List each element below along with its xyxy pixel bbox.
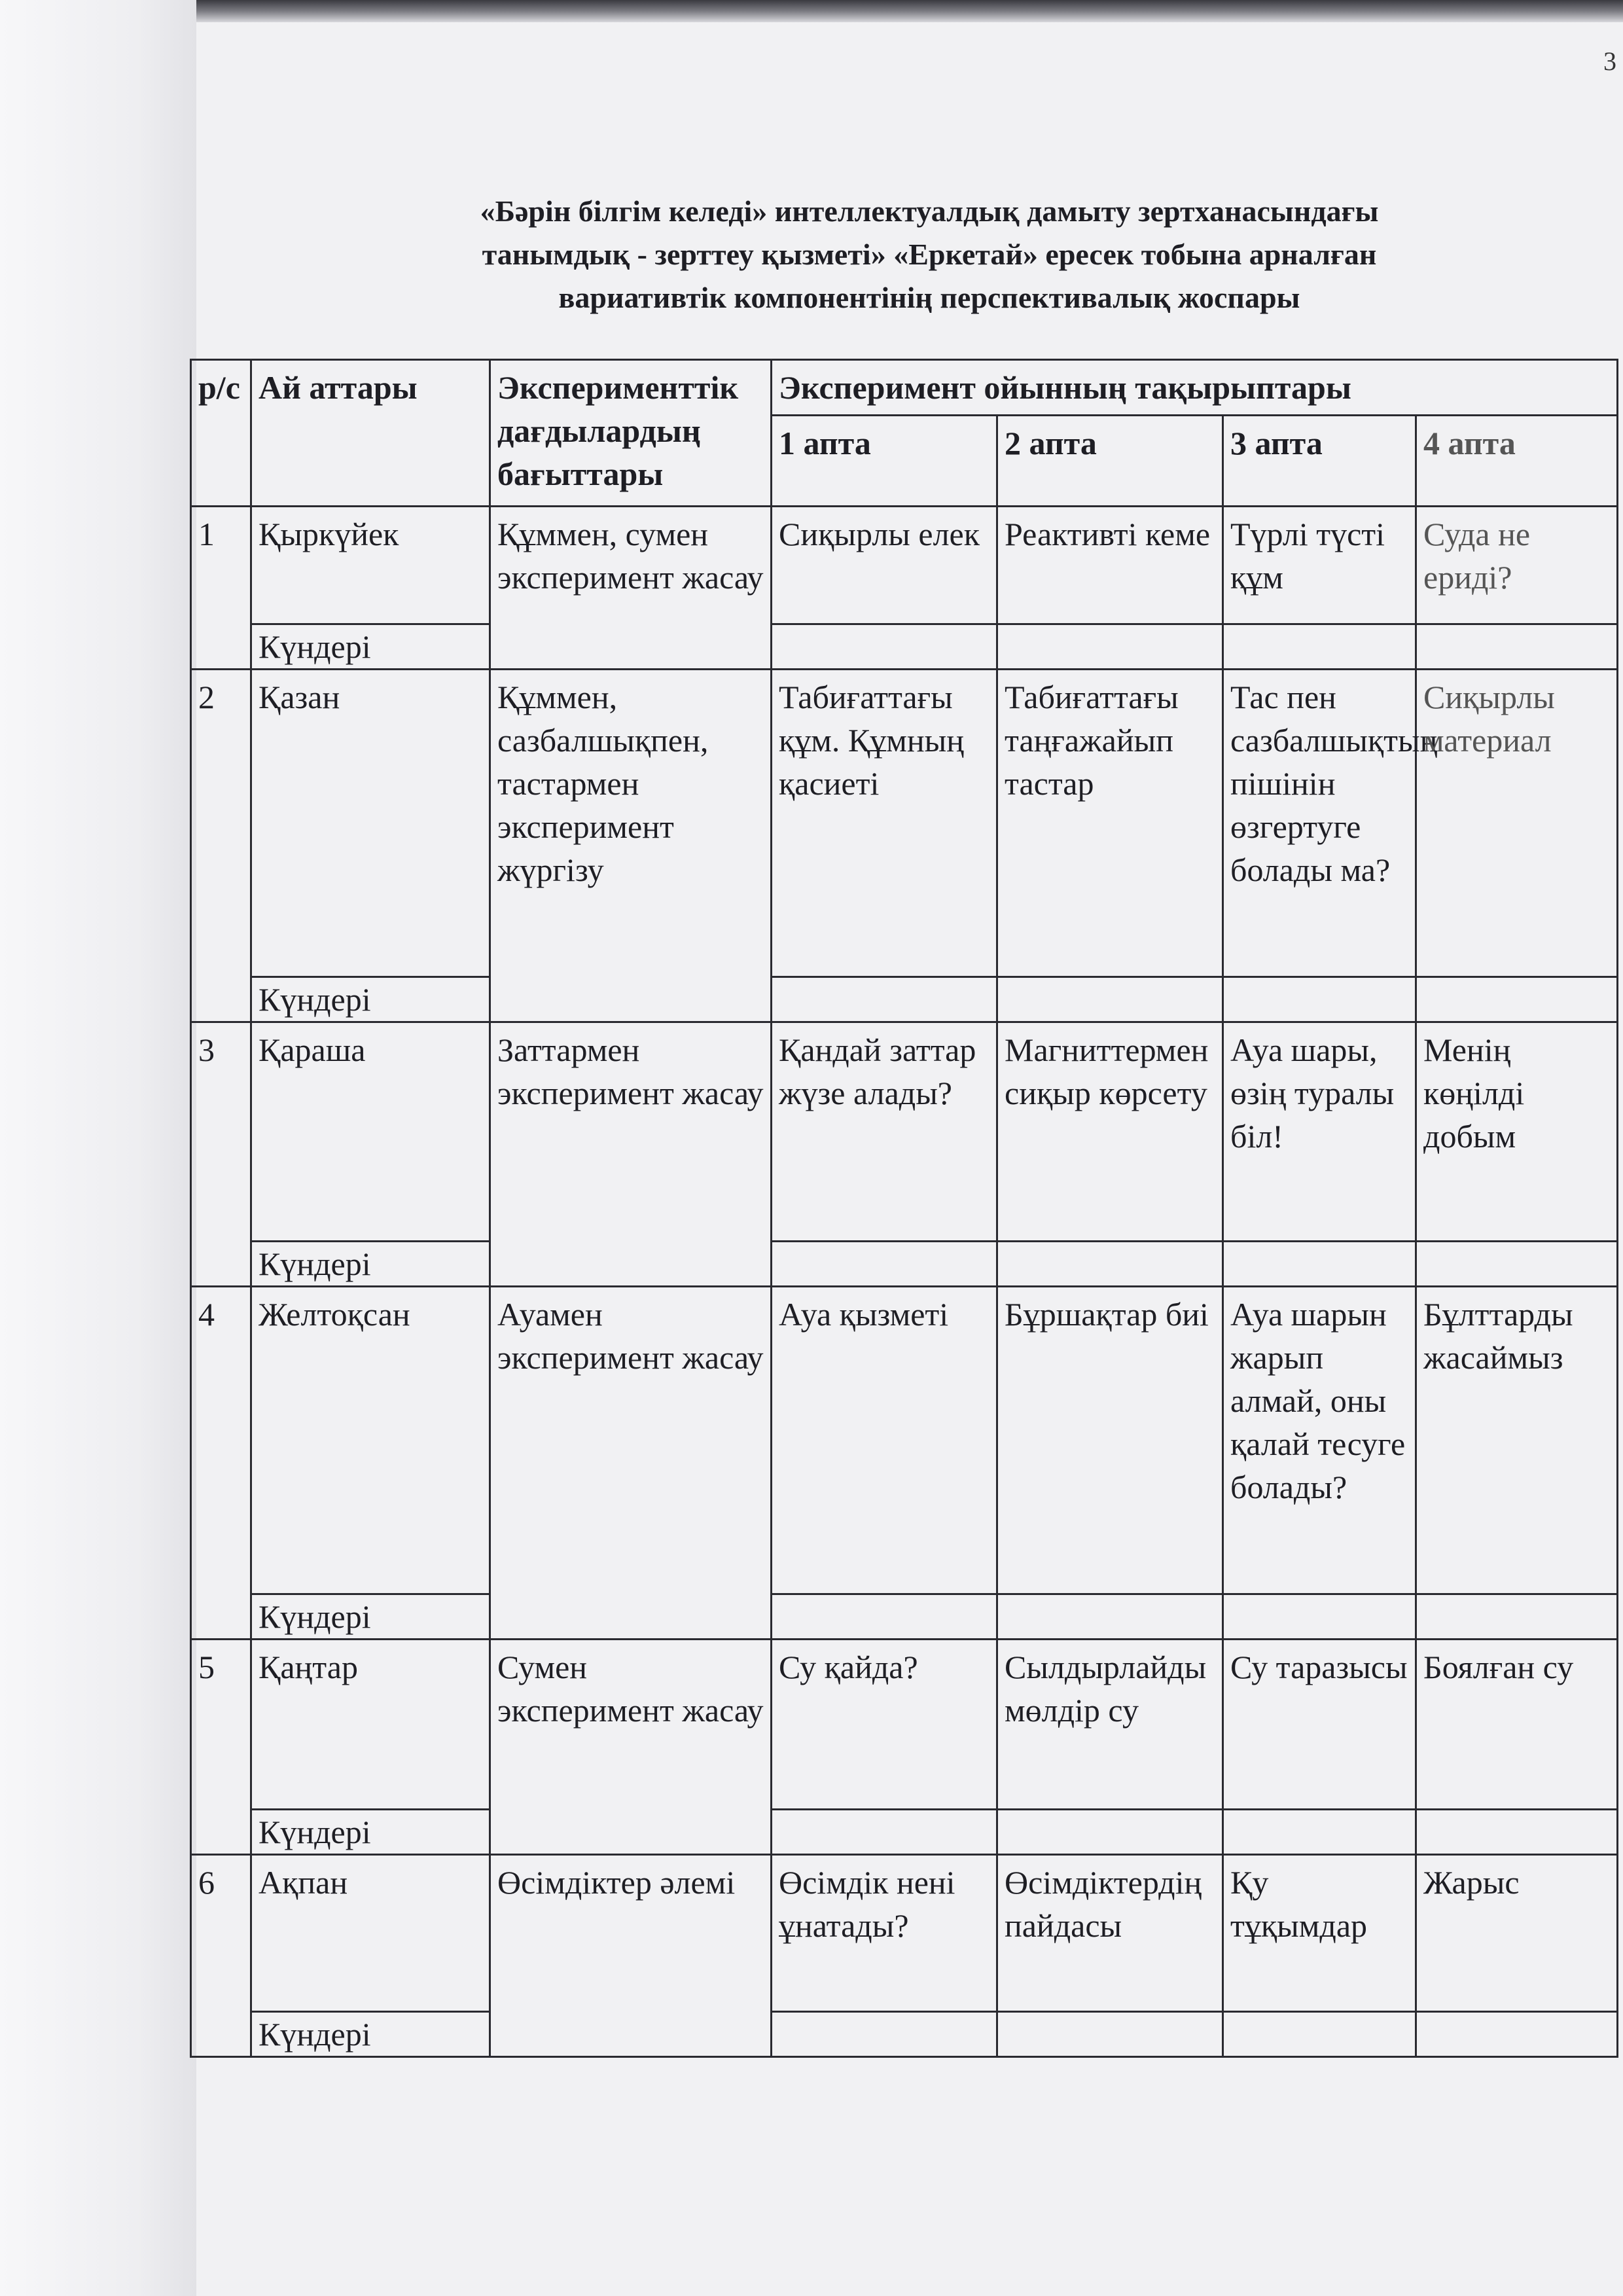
days-cell bbox=[1416, 1810, 1618, 1855]
row-week-4: Менің көңілді добым bbox=[1416, 1022, 1618, 1242]
days-cell bbox=[772, 1594, 997, 1640]
row-month: Желтоқсан bbox=[251, 1287, 490, 1594]
row-direction: Ауамен эксперимент жасау bbox=[490, 1287, 772, 1640]
row-number: 6 bbox=[191, 1855, 251, 2057]
header-week-3: 3 апта bbox=[1223, 416, 1416, 507]
row-week-3: Ауа шары, өзің туралы біл! bbox=[1223, 1022, 1416, 1242]
table-row bbox=[191, 1640, 1618, 1810]
row-week-2: Сылдырлайды мөлдір су bbox=[997, 1640, 1223, 1810]
days-row bbox=[191, 977, 1618, 1022]
row-week-1: Табиғаттағы құм. Құмның қасиеті bbox=[772, 670, 997, 977]
row-month: Қаңтар bbox=[251, 1640, 490, 1810]
days-row bbox=[191, 624, 1618, 670]
days-label: Күндері bbox=[251, 977, 490, 1022]
row-week-1: Сиқырлы елек bbox=[772, 507, 997, 624]
row-week-1: Су қайда? bbox=[772, 1640, 997, 1810]
days-cell bbox=[997, 1594, 1223, 1640]
row-week-2: Реактивті кеме bbox=[997, 507, 1223, 624]
row-week-3: Тас пен сазбалшықтың пішінін өзгертуге болады ма? bbox=[1223, 670, 1416, 977]
row-week-2: Магниттермен сиқыр көрсету bbox=[997, 1022, 1223, 1242]
row-week-1: Қандай заттар жүзе алады? bbox=[772, 1022, 997, 1242]
header-week-2: 2 апта bbox=[997, 416, 1223, 507]
title-line-1: «Бәрін білгім келеді» интеллектуалдық дамыту зертханасындағы bbox=[480, 194, 1379, 228]
row-month: Қазан bbox=[251, 670, 490, 977]
title-line-2: танымдық - зерттеу қызметі» «Еркетай» ересек тобына арналған bbox=[482, 238, 1377, 271]
row-number: 3 bbox=[191, 1022, 251, 1287]
table-row bbox=[191, 1855, 1618, 2012]
days-cell bbox=[1223, 624, 1416, 670]
row-week-3: Қу тұқымдар bbox=[1223, 1855, 1416, 2012]
row-direction: Заттармен эксперимент жасау bbox=[490, 1022, 772, 1287]
days-cell bbox=[1416, 977, 1618, 1022]
row-week-1: Өсімдік нені ұнатады? bbox=[772, 1855, 997, 2012]
row-direction: Сумен эксперимент жасау bbox=[490, 1640, 772, 1855]
row-direction: Құммен, сумен эксперимент жасау bbox=[490, 507, 772, 670]
row-week-3: Су таразысы bbox=[1223, 1640, 1416, 1810]
row-week-2: Бұршақтар биі bbox=[997, 1287, 1223, 1594]
row-week-4: Суда не ериді? bbox=[1416, 507, 1618, 624]
days-cell bbox=[772, 1810, 997, 1855]
days-label: Күндері bbox=[251, 1594, 490, 1640]
scan-top-shadow bbox=[196, 0, 1623, 22]
header-topics: Эксперимент ойынның тақырыптары bbox=[772, 360, 1618, 416]
left-page-edge bbox=[0, 0, 196, 2296]
table-row bbox=[191, 507, 1618, 624]
days-cell bbox=[1223, 1242, 1416, 1287]
days-label: Күндері bbox=[251, 2012, 490, 2057]
row-number: 2 bbox=[191, 670, 251, 1022]
days-cell bbox=[997, 2012, 1223, 2057]
row-number: 1 bbox=[191, 507, 251, 670]
days-cell bbox=[1223, 977, 1416, 1022]
days-cell bbox=[1223, 1810, 1416, 1855]
days-cell bbox=[772, 977, 997, 1022]
document-title bbox=[366, 190, 1492, 319]
row-week-2: Өсімдіктердің пайдасы bbox=[997, 1855, 1223, 2012]
days-cell bbox=[1223, 2012, 1416, 2057]
header-direction: Эксперименттік дағдылардың бағыттары bbox=[490, 360, 772, 507]
perspective-plan-table bbox=[190, 359, 1618, 2058]
days-row bbox=[191, 1810, 1618, 1855]
days-row bbox=[191, 1242, 1618, 1287]
title-line-3: вариативтік компонентінің перспективалық жоспары bbox=[558, 281, 1300, 314]
table-header-row-1 bbox=[191, 360, 1618, 416]
row-week-1: Ауа қызметі bbox=[772, 1287, 997, 1594]
days-cell bbox=[772, 2012, 997, 2057]
row-month: Ақпан bbox=[251, 1855, 490, 2012]
days-row bbox=[191, 1594, 1618, 1640]
days-cell bbox=[997, 624, 1223, 670]
header-month: Ай аттары bbox=[251, 360, 490, 507]
row-number: 4 bbox=[191, 1287, 251, 1640]
row-week-4: Жарыс bbox=[1416, 1855, 1618, 2012]
header-number: р/с bbox=[191, 360, 251, 507]
days-cell bbox=[997, 1242, 1223, 1287]
days-label: Күндері bbox=[251, 1242, 490, 1287]
days-cell bbox=[1416, 2012, 1618, 2057]
days-row bbox=[191, 2012, 1618, 2057]
days-cell bbox=[772, 1242, 997, 1287]
table-row bbox=[191, 670, 1618, 977]
days-cell bbox=[997, 1810, 1223, 1855]
row-direction: Өсімдіктер әлемі bbox=[490, 1855, 772, 2057]
days-cell bbox=[997, 977, 1223, 1022]
row-week-2: Табиғаттағы таңғажайып тастар bbox=[997, 670, 1223, 977]
row-week-4: Сиқырлы материал bbox=[1416, 670, 1618, 977]
row-number: 5 bbox=[191, 1640, 251, 1855]
table-row bbox=[191, 1022, 1618, 1242]
row-week-3: Ауа шарын жарып алмай, оны қалай тесуге болады? bbox=[1223, 1287, 1416, 1594]
table-row bbox=[191, 1287, 1618, 1594]
days-cell bbox=[1416, 624, 1618, 670]
header-week-1: 1 апта bbox=[772, 416, 997, 507]
days-cell bbox=[1416, 1594, 1618, 1640]
days-cell bbox=[1223, 1594, 1416, 1640]
days-cell bbox=[1416, 1242, 1618, 1287]
days-label: Күндері bbox=[251, 1810, 490, 1855]
row-month: Қыркүйек bbox=[251, 507, 490, 624]
header-week-4: 4 апта bbox=[1416, 416, 1618, 507]
row-direction: Құммен, сазбалшықпен, тастармен эксперимент жүргізу bbox=[490, 670, 772, 1022]
days-label: Күндері bbox=[251, 624, 490, 670]
row-week-4: Бұлттарды жасаймыз bbox=[1416, 1287, 1618, 1594]
page-number: 3 bbox=[1603, 46, 1616, 76]
days-cell bbox=[772, 624, 997, 670]
row-week-4: Боялған су bbox=[1416, 1640, 1618, 1810]
row-week-3: Түрлі түсті құм bbox=[1223, 507, 1416, 624]
row-month: Қараша bbox=[251, 1022, 490, 1242]
